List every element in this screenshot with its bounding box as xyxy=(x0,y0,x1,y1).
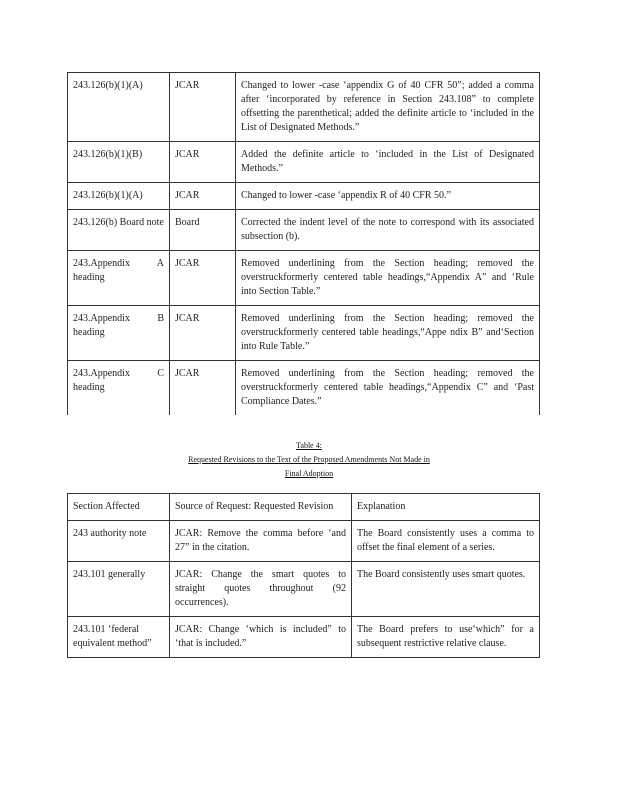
explanation-cell: Changed to lower -case ‘appendix G of 40 CFR 50”; added a comma after ‘incorporated by reference in Section 243.108” to complete offsetting the parenthetical; added the definite article to ‘included in the List of Designated Methods.” xyxy=(236,73,540,142)
source-cell: Board xyxy=(170,210,236,251)
table-row xyxy=(68,73,540,142)
source-cell: JCAR: Change the smart quotes to straight quotes throughout (92 occurrences). xyxy=(170,562,352,617)
table-row xyxy=(68,142,540,183)
explanation-cell: Changed to lower -case ‘appendix R of 40 CFR 50.” xyxy=(236,183,540,210)
table-header-row xyxy=(68,494,540,521)
table-row xyxy=(68,251,540,306)
explanation-cell: The Board prefers to use‘which” for a subsequent restrictive relative clause. xyxy=(352,617,540,658)
header-explanation: Explanation xyxy=(352,494,540,521)
table-4-subtitle-cont: Final Adoption xyxy=(284,469,334,478)
source-cell: JCAR xyxy=(170,142,236,183)
section-cell: 243.126(b)(1)(B) xyxy=(68,142,170,183)
source-cell: JCAR xyxy=(170,361,236,416)
section-cell: 243.Appendix C heading xyxy=(68,361,170,416)
table-row xyxy=(68,210,540,251)
source-cell: JCAR xyxy=(170,306,236,361)
section-cell: 243 authority note xyxy=(68,521,170,562)
revisions-not-made-table xyxy=(67,493,540,658)
section-cell: 243.101 generally xyxy=(68,562,170,617)
table-row xyxy=(68,183,540,210)
explanation-cell: Corrected the indent level of the note to correspond with its associated subsection (b). xyxy=(236,210,540,251)
explanation-cell: The Board consistently uses a comma to offset the final element of a series. xyxy=(352,521,540,562)
table-row xyxy=(68,306,540,361)
section-cell: 243.126(b) Board note xyxy=(68,210,170,251)
explanation-cell: Removed underlining from the Section heading; removed the overstruckformerly centered table headings,“Appe ndix B” and‘Section into Rule Table.” xyxy=(236,306,540,361)
header-source: Source of Request: Requested Revision xyxy=(170,494,352,521)
source-cell: JCAR xyxy=(170,251,236,306)
explanation-cell: Removed underlining from the Section heading; removed the overstruckformerly centered table headings,“Appendix A” and ‘Rule into Section Table.” xyxy=(236,251,540,306)
source-cell: JCAR xyxy=(170,183,236,210)
table-row xyxy=(68,361,540,416)
explanation-cell: Removed underlining from the Section heading; removed the overstruckformerly centered table headings,“Appendix C” and ‘Past Compliance Dates.” xyxy=(236,361,540,416)
table-row xyxy=(68,521,540,562)
table-4-title: Table 4: xyxy=(296,441,322,450)
section-cell: 243.126(b)(1)(A) xyxy=(68,183,170,210)
section-cell: 243.126(b)(1)(A) xyxy=(68,73,170,142)
section-cell: 243.Appendix A heading xyxy=(68,251,170,306)
table-4-subtitle: Requested Revisions to the Text of the Proposed Amendments Not Made in xyxy=(188,455,430,464)
source-cell: JCAR: Remove the comma before ‘and 27” in the citation. xyxy=(170,521,352,562)
table-row xyxy=(68,562,540,617)
source-cell: JCAR xyxy=(170,73,236,142)
explanation-cell: The Board consistently uses smart quotes. xyxy=(352,562,540,617)
section-cell: 243.101 ‘federal equivalent method” xyxy=(68,617,170,658)
explanation-cell: Added the definite article to ‘included in the List of Designated Methods.” xyxy=(236,142,540,183)
header-section: Section Affected xyxy=(68,494,170,521)
table-row xyxy=(68,617,540,658)
revisions-table-continued xyxy=(67,72,540,415)
section-cell: 243.Appendix B heading xyxy=(68,306,170,361)
source-cell: JCAR: Change ‘which is included” to ‘that is included.” xyxy=(170,617,352,658)
table-4-caption xyxy=(100,439,518,481)
